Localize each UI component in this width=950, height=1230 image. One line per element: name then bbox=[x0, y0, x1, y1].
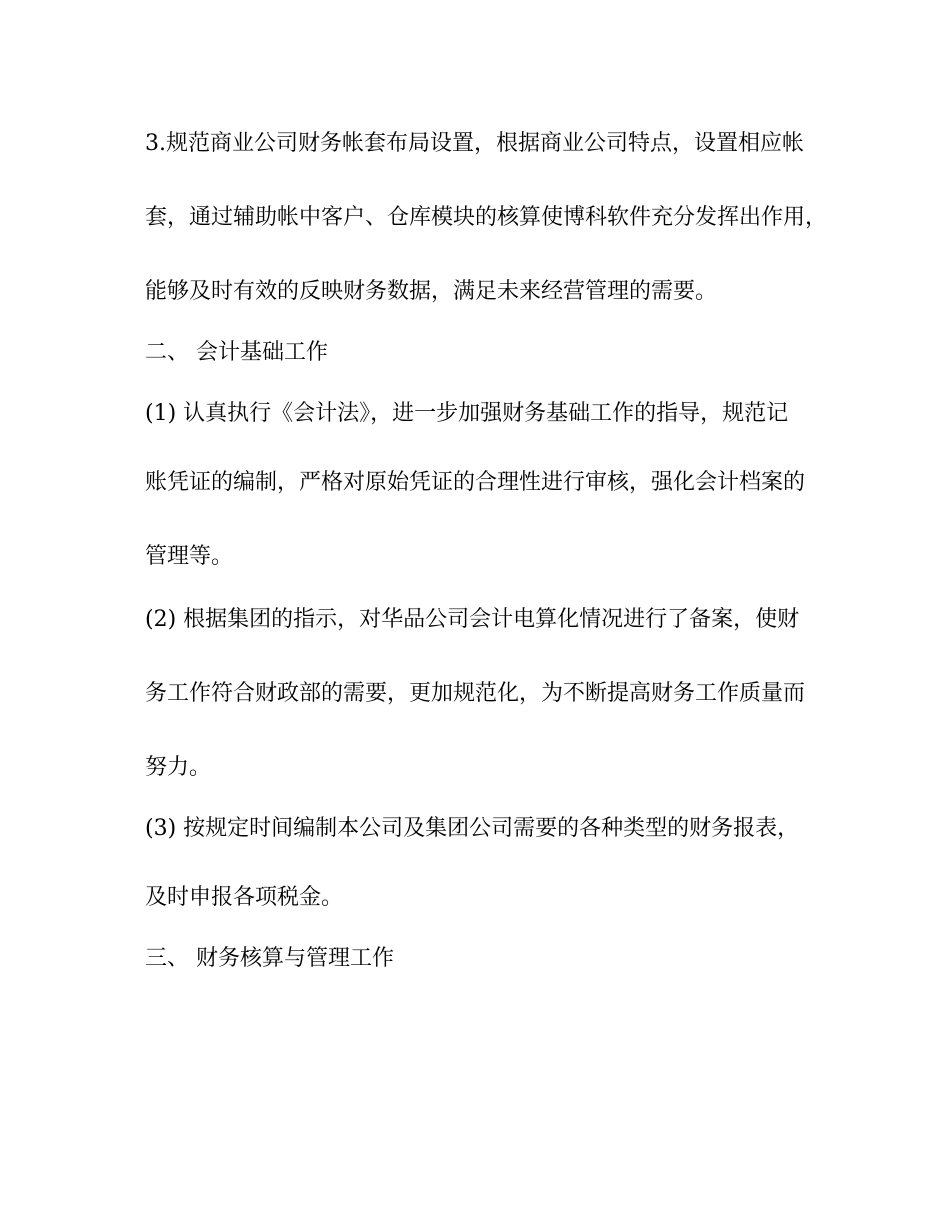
section-heading-2: 二、 会计基础工作 bbox=[145, 340, 328, 365]
item-2-line-1: (2) 根据集团的指示，对华品公司会计电算化情况进行了备案，使财 bbox=[145, 607, 800, 632]
item-2-line-2: 务工作符合财政部的需要，更加规范化，为不断提高财务工作质量而 bbox=[145, 681, 806, 706]
paragraph-3-line-1: 3.规范商业公司财务帐套布局设置，根据商业公司特点，设置相应帐 bbox=[145, 131, 804, 156]
item-1-line-3: 管理等。 bbox=[145, 544, 234, 569]
paragraph-3-line-2: 套，通过辅助帐中客户、仓库模块的核算使博科软件充分发挥出作用， bbox=[145, 205, 828, 230]
item-1-line-2: 账凭证的编制，严格对原始凭证的合理性进行审核，强化会计档案的 bbox=[145, 470, 806, 495]
paragraph-3-line-3: 能够及时有效的反映财务数据，满足未来经营管理的需要。 bbox=[145, 279, 718, 304]
section-heading-3: 三、 财务核算与管理工作 bbox=[145, 946, 394, 971]
item-3-line-2: 及时申报各项税金。 bbox=[145, 885, 344, 910]
item-1-line-1: (1) 认真执行《会计法》，进一步加强财务基础工作的指导，规范记 bbox=[145, 401, 789, 426]
item-3-line-1: (3) 按规定时间编制本公司及集团公司需要的各种类型的财务报表， bbox=[145, 816, 800, 841]
item-2-line-3: 努力。 bbox=[145, 755, 212, 780]
